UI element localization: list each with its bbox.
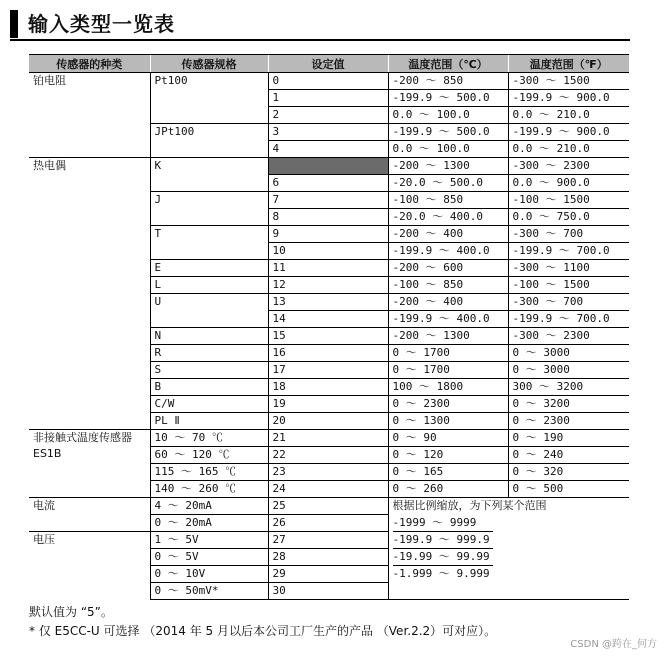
- sensor-spec-cell: L: [150, 277, 268, 294]
- sensor-spec-cell: 4 ～ 20mA: [150, 498, 268, 515]
- range-celsius-cell: 0.0 ～ 100.0: [388, 107, 508, 124]
- range-fahrenheit-cell: -100 ～ 1500: [508, 192, 629, 209]
- set-value-cell: 18: [268, 379, 388, 396]
- sensor-spec-cell: 0 ～ 10V: [150, 566, 268, 583]
- sensor-spec-cell: R: [150, 345, 268, 362]
- default-value-note: 默认值为 “5”。: [29, 605, 113, 619]
- watermark: CSDN @跨在_何方: [570, 639, 657, 650]
- scaling-range-line: -1.999 ～ 9.999: [392, 567, 490, 580]
- set-value-cell: 9: [268, 226, 388, 243]
- table-row: [29, 73, 629, 90]
- set-value-cell: 11: [268, 260, 388, 277]
- set-value-cell: 2: [268, 107, 388, 124]
- set-value-cell: 29: [268, 566, 388, 583]
- range-celsius-cell: -200 ～ 400: [388, 294, 508, 311]
- range-celsius-cell: 0.0 ～ 100.0: [388, 141, 508, 158]
- sensor-type-cell: 铂电阻: [33, 74, 66, 87]
- range-fahrenheit-cell: 0 ～ 2300: [508, 413, 629, 430]
- scaling-range-line: 根据比例缩放，为下列某个范围: [392, 499, 547, 512]
- range-celsius-cell: 0 ～ 90: [388, 430, 508, 447]
- range-fahrenheit-cell: -199.9 ～ 700.0: [508, 311, 629, 328]
- sensor-spec-cell: U: [150, 294, 268, 328]
- range-fahrenheit-cell: -300 ～ 2300: [508, 158, 629, 175]
- range-fahrenheit-cell: -199.9 ～ 900.0: [508, 124, 629, 141]
- range-celsius-cell: -200 ～ 850: [388, 73, 508, 90]
- sensor-spec-cell: K: [150, 158, 268, 192]
- range-fahrenheit-cell: -300 ～ 700: [508, 226, 629, 243]
- sensor-type-cell: 电流: [29, 498, 150, 532]
- range-celsius-cell: 0 ～ 2300: [388, 396, 508, 413]
- sensor-spec-cell: 115 ～ 165 ℃: [150, 464, 268, 481]
- range-fahrenheit-cell: -100 ～ 1500: [508, 277, 629, 294]
- scaling-range-line: -1999 ～ 9999: [393, 515, 493, 532]
- set-value-cell: 5: [268, 158, 388, 175]
- set-value-cell: 7: [268, 192, 388, 209]
- table-row: [29, 430, 629, 447]
- scaling-range-line: -19.99 ～ 99.99: [393, 549, 493, 566]
- set-value-cell: 24: [268, 481, 388, 498]
- title-underline: [10, 39, 630, 41]
- set-value-cell: 6: [268, 175, 388, 192]
- set-value-cell: 26: [268, 515, 388, 532]
- range-celsius-cell: -100 ～ 850: [388, 277, 508, 294]
- range-fahrenheit-cell: -199.9 ～ 700.0: [508, 243, 629, 260]
- range-fahrenheit-cell: 0 ～ 500: [508, 481, 629, 498]
- sensor-spec-cell: B: [150, 379, 268, 396]
- set-value-cell: 20: [268, 413, 388, 430]
- set-value-cell: 27: [268, 532, 388, 549]
- range-celsius-cell: 0 ～ 1700: [388, 345, 508, 362]
- range-fahrenheit-cell: 0.0 ～ 210.0: [508, 107, 629, 124]
- asterisk-note: * 仅 E5CC-U 可选择 （2014 年 5 月以后本公司工厂生产的产品 （Ver.2.2）可对应）。: [29, 624, 497, 638]
- page-header: [10, 10, 630, 40]
- range-fahrenheit-cell: 0.0 ～ 210.0: [508, 141, 629, 158]
- set-value-cell: 19: [268, 396, 388, 413]
- range-fahrenheit-cell: 0.0 ～ 750.0: [508, 209, 629, 226]
- sensor-spec-cell: 1 ～ 5V: [150, 532, 268, 549]
- header-range-f: 温度范围（℉）: [508, 55, 629, 73]
- set-value-cell: 8: [268, 209, 388, 226]
- range-celsius-cell: 0 ～ 120: [388, 447, 508, 464]
- range-fahrenheit-cell: 0 ～ 3200: [508, 396, 629, 413]
- set-value-cell: 13: [268, 294, 388, 311]
- set-value-cell: 4: [268, 141, 388, 158]
- sensor-spec-cell: T: [150, 226, 268, 260]
- sensor-spec-cell: 0 ～ 50mV*: [150, 583, 268, 600]
- sensor-spec-cell: 140 ～ 260 ℃: [150, 481, 268, 498]
- set-value-cell: 15: [268, 328, 388, 345]
- range-celsius-cell: 0 ～ 165: [388, 464, 508, 481]
- set-value-cell: 28: [268, 549, 388, 566]
- range-celsius-cell: -199.9 ～ 500.0: [388, 90, 508, 107]
- scaling-range-line: -199.9 ～ 999.9: [393, 532, 493, 549]
- range-fahrenheit-cell: -300 ～ 700: [508, 294, 629, 311]
- header-sensor-spec: 传感器规格: [150, 55, 268, 73]
- range-celsius-cell: 0 ～ 1700: [388, 362, 508, 379]
- input-type-table: [29, 54, 629, 600]
- title-accent-bar: [10, 10, 18, 38]
- set-value-cell: 16: [268, 345, 388, 362]
- sensor-type-cell: 热电偶: [29, 158, 150, 430]
- range-fahrenheit-cell: -300 ～ 1500: [508, 73, 629, 90]
- set-value-cell: 10: [268, 243, 388, 260]
- set-value-cell: 23: [268, 464, 388, 481]
- range-celsius-cell: -199.9 ～ 500.0: [388, 124, 508, 141]
- range-celsius-cell: 100 ～ 1800: [388, 379, 508, 396]
- set-value-cell: 30: [268, 583, 388, 600]
- range-celsius-cell: 0 ～ 260: [388, 481, 508, 498]
- sensor-spec-cell: 60 ～ 120 ℃: [150, 447, 268, 464]
- range-fahrenheit-cell: -300 ～ 1100: [508, 260, 629, 277]
- sensor-spec-cell: C/W: [150, 396, 268, 413]
- range-celsius-cell: -200 ～ 1300: [388, 328, 508, 345]
- set-value-cell: 14: [268, 311, 388, 328]
- set-value-cell: 3: [268, 124, 388, 141]
- table-row: [29, 158, 629, 175]
- sensor-spec-cell: Pt100: [150, 73, 268, 124]
- range-celsius-cell: -20.0 ～ 500.0: [388, 175, 508, 192]
- range-celsius-cell: -200 ～ 1300: [388, 158, 508, 175]
- range-fahrenheit-cell: 0 ～ 3000: [508, 345, 629, 362]
- set-value-cell: 22: [268, 447, 388, 464]
- range-celsius-cell: -199.9 ～ 400.0: [388, 311, 508, 328]
- header-set-value: 设定值: [268, 55, 388, 73]
- range-fahrenheit-cell: 0 ～ 3000: [508, 362, 629, 379]
- scaling-range-note: [388, 498, 629, 600]
- range-fahrenheit-cell: 0 ～ 320: [508, 464, 629, 481]
- page-title: 输入类型一览表: [28, 12, 175, 36]
- range-fahrenheit-cell: -300 ～ 2300: [508, 328, 629, 345]
- table-body: [29, 73, 629, 600]
- range-fahrenheit-cell: 0 ～ 190: [508, 430, 629, 447]
- range-celsius-cell: -100 ～ 850: [388, 192, 508, 209]
- set-value-cell: 25: [268, 498, 388, 515]
- table-header-row: [29, 55, 629, 73]
- table-row: [29, 498, 629, 515]
- header-range-c: 温度范围（℃）: [388, 55, 508, 73]
- range-fahrenheit-cell: -199.9 ～ 900.0: [508, 90, 629, 107]
- sensor-spec-cell: N: [150, 328, 268, 345]
- range-celsius-cell: -199.9 ～ 400.0: [388, 243, 508, 260]
- range-celsius-cell: -200 ～ 600: [388, 260, 508, 277]
- set-value-cell: 21: [268, 430, 388, 447]
- sensor-spec-cell: 0 ～ 20mA: [150, 515, 268, 532]
- range-celsius-cell: 0 ～ 1300: [388, 413, 508, 430]
- range-fahrenheit-cell: 0.0 ～ 900.0: [508, 175, 629, 192]
- sensor-spec-cell: PL Ⅱ: [150, 413, 268, 430]
- footer-notes: [29, 603, 496, 641]
- sensor-type-cell: 电压: [29, 532, 150, 600]
- sensor-spec-cell: E: [150, 260, 268, 277]
- set-value-cell: 0: [268, 73, 388, 90]
- set-value-cell: 17: [268, 362, 388, 379]
- sensor-spec-cell: 0 ～ 5V: [150, 549, 268, 566]
- sensor-spec-cell: J: [150, 192, 268, 226]
- header-sensor-type: 传感器的种类: [29, 55, 150, 73]
- sensor-spec-cell: JPt100: [150, 124, 268, 158]
- sensor-spec-cell: S: [150, 362, 268, 379]
- range-fahrenheit-cell: 0 ～ 240: [508, 447, 629, 464]
- range-fahrenheit-cell: 300 ～ 3200: [508, 379, 629, 396]
- range-celsius-cell: -20.0 ～ 400.0: [388, 209, 508, 226]
- range-celsius-cell: -200 ～ 400: [388, 226, 508, 243]
- sensor-spec-cell: 10 ～ 70 ℃: [150, 430, 268, 447]
- sensor-type-cell: 非接触式温度传感器 ES1B: [29, 430, 150, 498]
- set-value-cell: 12: [268, 277, 388, 294]
- set-value-cell: 1: [268, 90, 388, 107]
